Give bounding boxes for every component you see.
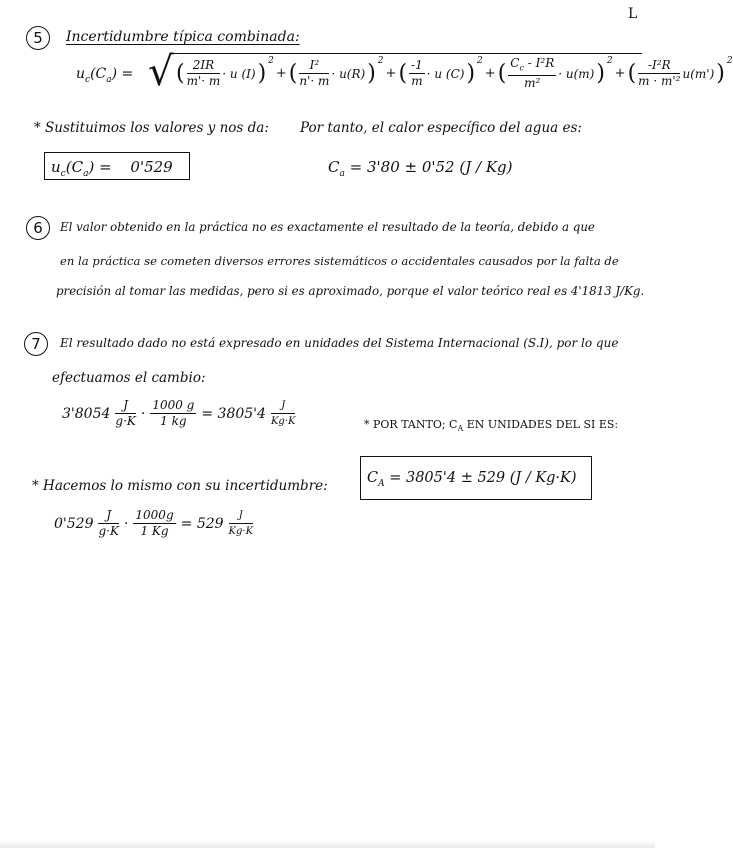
term4-rest: · u(m) [558,66,595,81]
formula-lhs: u [76,66,86,82]
term4-den: m² [524,76,541,91]
section-5-title: Incertidumbre típica combinada: [66,29,300,45]
final-result-box [360,456,592,500]
ca-value: = 3'80 ± 0'52 (J / Kg) [349,158,513,176]
substitution-note: * Sustituimos los valores y nos da: [34,120,269,136]
unit-conversion: 3'8054 $\frac{J}{g\cdot K}$ · $\frac{1000 g}{1 kg}$ = 3805'4 $\frac{J}{Kg\cdot K}$ [62,398,296,428]
term3-den: m [411,74,423,89]
term2-num: I² [299,58,329,74]
conversion-f1-num: J [115,398,135,414]
conversion-fraction-1 [115,398,135,429]
boxed-arg-sub: a [83,169,89,179]
result-intro: Por tanto, el calor específico del agua es: [300,120,582,136]
section-6-number: 6 [26,216,50,240]
term4-num-rest: - I²R [523,56,555,70]
term3-square: 2 [477,56,483,66]
term2-square: 2 [377,56,384,66]
section-6-line-2: en la práctica se cometen diversos errores sistemáticos o accidentales causados por la falta de [60,254,619,268]
specific-heat-result [328,158,512,179]
ca-label: C [328,158,340,176]
therefore-note [364,418,618,433]
term3-fraction [409,58,425,89]
term2-fraction [299,58,329,89]
formula-lhs-close: ) = [111,66,134,82]
conversion-unit-num: J [271,398,296,414]
therefore-sub: A [457,424,464,434]
conversion-f2-num: 1000 g [152,398,195,412]
uncertainty-f1-den: g·K [98,524,119,538]
handwritten-page: L 5 Incertidumbre típica combinada: $u_c(C_a)$ = √ ( $\frac{2IR}{m'\cdot m}$ · u (I) ) $^2$ + ( $\frac{\text{I²}}{n'\cdot m}$ · u(R) ) $^2$ + ( $\frac{-1}{m}$ · u (C) ) $^2$ + ( $\frac{C_c - I^2R}{\text{m²}}$ · u(m) ) $^2$ + ( $\frac{\text{-I²R}}{\text{m · m'²}}$ u(m') ) $^2$ * Sustituimos los valores y nos da: Por tanto, el calor específico del agua es: $u_c(C_a) = 0'529$ $C_a = 3'80 \pm 0'52$ (J / Kg) 6 El valor obtenido en la práctica no es exactamente el resultado de la teoría, debido a que en la práctica se cometen diversos errores sistemáticos o accidentales causados por la falta de precisión al tomar las medidas, pero si es aproximado, porque el valor teórico real es 4'1813 J/Kg. 7 El resultado dado no está expresado en unidades del Sistema Internacional (S.I), por lo que efectuamos el cambio: 3'8054 $\frac{J}{g\cdot K}$ · $\frac{1000 g}{1 kg}$ = 3805'4 $\frac{J}{Kg\cdot K}$ * POR TANTO; $C_A$ EN UNIDADES DEL SI ES: * Hacemos lo mismo con su incertidumbre: $C_A = 3805'4 \pm 529$ (J / Kg·K) 0'529 $\frac{J}{g\cdot K}$ · $\frac{1000g}{1 Kg}$ = 529 $\frac{J}{Kg\cdot K}$ [0,0,655,848]
conversion-f2-den: 1 kg [160,414,187,428]
term1-rest: · u (I) [222,66,256,81]
final-value: = 3805'4 ± 529 (J / Kg·K) [389,470,577,486]
uncertainty-fraction-1 [98,508,118,539]
term4-num: C [510,56,520,70]
conversion-result: = 3805'4 [201,405,266,422]
corner-mark: L [628,6,638,22]
section-6-line-1: El valor obtenido en la práctica no es exactamente el resultado de la teoría, debido a que [60,220,595,234]
formula-lhs-sub: c [85,74,91,85]
term2-den: n'· m [299,74,330,89]
uncertainty-f2-num: 1000g [135,508,174,522]
boxed-u-sub: c [60,169,66,179]
sqrt-bar [172,53,642,54]
formula-lhs-arg-sub: a [106,74,112,85]
uncertainty-conversion: 0'529 $\frac{J}{g\cdot K}$ · $\frac{1000g}{1 Kg}$ = 529 $\frac{J}{Kg\cdot K}$ [54,508,254,538]
term3-rest: · u (C) [426,66,465,81]
conversion-fraction-2 [150,398,196,429]
uncertainty-value: 0'529 [54,515,94,532]
uncertainty-unit-num: J [229,508,254,524]
term3-num: -1 [411,58,423,73]
uncertainty-result: = 529 [180,515,224,532]
boxed-uncertainty [44,152,190,180]
conversion-unit [271,398,296,429]
term5-den: m · m'² [638,74,681,89]
page-bottom-edge [0,840,655,848]
section-7-number: 7 [24,332,48,356]
conversion-unit-den: Kg·K [270,416,296,427]
conversion-value: 3'8054 [62,405,111,422]
uncertainty-unit [229,508,254,539]
boxed-u: u [51,158,61,176]
boxed-arg: (C [65,158,84,176]
sqrt-icon: √ [148,49,174,95]
uncertainty-unit-den: Kg·K [228,526,254,537]
ca-sub: a [339,169,345,179]
term2-rest: · u(R) [331,66,366,81]
section-6-line-3: precisión al tomar las medidas, pero si es aproximado, porque el valor teórico real es 4'1813 J/Kg. [56,284,645,298]
term1-num: 2IR [187,58,221,74]
formula-lhs-arg: (C [90,66,107,82]
conversion-f1-den: g·K [115,414,136,428]
therefore-text: * POR TANTO; C [364,418,458,431]
uncertainty-fraction-2 [133,508,175,539]
term1-square: 2 [268,56,274,66]
term1-fraction [187,58,221,89]
final-label: C [367,470,379,486]
section-7-line-2: efectuamos el cambio: [52,370,206,386]
section-5-number: 5 [26,26,50,50]
term4-square: 2 [606,56,613,66]
final-sub: A [378,478,385,489]
term5-num: -I²R [638,58,680,74]
term5-square: 2 [726,56,733,66]
section-7-line-1: El resultado dado no está expresado en unidades del Sistema Internacional (S.I), por lo que [60,336,619,350]
term4-fraction [508,56,556,91]
boxed-rest: ) = [88,158,112,176]
boxed-value: 0'529 [130,158,173,176]
therefore-rest: EN UNIDADES DEL SI ES: [463,418,619,431]
term5-fraction [638,58,680,89]
term4-num-sub: c [519,63,524,73]
term5-rest: u(m') [682,66,715,81]
uncertainty-f2-den: 1 Kg [140,524,169,538]
term1-den: m'· m [186,74,221,89]
uncertainty-intro: * Hacemos lo mismo con su incertidumbre: [32,478,328,494]
uncertainty-f1-num: J [98,508,118,524]
